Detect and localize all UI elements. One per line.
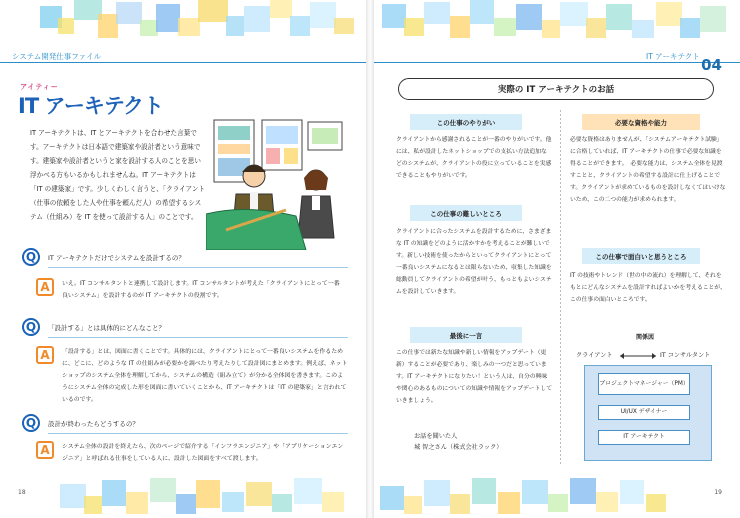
- left-page: [0, 0, 366, 518]
- section-text-rewarding: クライアントから感謝されることが一番のやりがいです。他には、私が設計したネットショップでの支払い方法追加などのシステムが、クライアントの役に立っていることを実感できることもやりがいです。: [396, 137, 552, 179]
- top-mosaic-decoration: [374, 0, 740, 44]
- question-underline: [48, 267, 348, 268]
- credit-label: お話を聞いた人: [414, 433, 458, 440]
- file-series-label: システム開発仕事ファイル: [12, 52, 102, 61]
- q-badge: Q: [22, 414, 40, 432]
- section-text-qualifications: 必要な資格はありませんが、「システムアーキテクト試験」に合格していれば、IT アーキテクトの仕事で必要な知識を得ることができます。 必要な能力は、システム全体を見渡すことと、クライアントの希望する設計に仕上げることです。クライアントが求めているものを設計しなくてはいけないため、この二つの能力が求められます。: [570, 137, 726, 203]
- header-rule: [374, 62, 740, 63]
- credit-name: 城 智之さん（株式会社ラック）: [414, 444, 503, 451]
- q-badge: Q: [22, 248, 40, 266]
- section-text-interesting: IT の技術やトレンド（世の中の流れ）を理解して、それをもとにどんなシステムを設計すればよいかを考えることが、この仕事の面白いところです。: [570, 273, 726, 303]
- bottom-mosaic-decoration: [374, 474, 740, 518]
- question-2: [22, 318, 165, 336]
- relation-item-architect: IT アーキテクト: [598, 430, 690, 445]
- section-title-difficult: この仕事の難しいところ: [410, 205, 522, 221]
- relation-title: 関係図: [636, 334, 655, 341]
- column-divider: [560, 110, 561, 466]
- answer-text: 「設計する」とは、図面に書くことです。具体的には、クライアントにとって一番良いシステムを作るために、どこに、どのような IT の仕組みが必要かを調べたり考えたりして設計図にまとめます。例えば、ネットショップのシステム全体を理解してから、システムの構造（組み立て）が分かる全体図を書きます。このようにシステム全体の完成した形を図面に書いていくことから、IT アーキテクトは「IT の建築家」と言われているのです。: [62, 349, 348, 403]
- right-page: [374, 0, 740, 518]
- book-gutter: [366, 0, 374, 518]
- section-title-last-word: 最後に一言: [410, 327, 522, 343]
- relation-item-pm: プロジェクトマネージャー（PM）: [598, 373, 690, 395]
- question-underline: [48, 433, 348, 434]
- relation-item-designer: UI/UX デザイナー: [598, 405, 690, 420]
- question-text: IT アーキテクトだけでシステムを設計するの？: [48, 253, 185, 262]
- answer-2: [36, 346, 348, 406]
- question-text: 設計が終わったらどうするの？: [48, 419, 139, 428]
- page-title: IT アーキテクト: [18, 94, 163, 118]
- answer-3: [36, 441, 348, 465]
- section-title: 実際の IT アーキテクトのお話: [398, 78, 714, 100]
- section-title-qualifications: 必要な資格や能力: [582, 114, 700, 130]
- top-mosaic-decoration: [0, 0, 366, 44]
- answer-text: システム全体の設計を終えたら、次のページで紹介する「インフラエンジニア」や「アプリケーションエンジニア」と呼ばれる仕事をしている人に、設計した図面をすべて渡します。: [62, 444, 344, 462]
- answer-1: [36, 278, 342, 302]
- header-rule: [0, 62, 366, 63]
- intro-paragraph: IT アーキテクトは、IT とアーキテクトを合わせた言葉です。アーキテクトは日本語で建築家や設計者という意味です。建築家や設計者というと家を設計する人のことを思い浮かべる方もいるかもしれませんね。IT アーキテクトは「IT の建築家」です。少しくわしく言うと、「クライアント（仕事の依頼をした人や仕事を頼んだ人）の希望するシステム（仕組み）を IT を使って設計する人」のことです。: [30, 129, 206, 221]
- section-text-difficult: クライアントに合ったシステムを設計するために、さまざまな IT の知識をどのように活かすかを考えることが難しいです。新しい技術を使ったからといってクライアントにとって一番良いシステムになるとは限らないため、収集した知識を総動員してクライアントの希望が叶う、もっともよいシステムを設計していきます。: [396, 229, 552, 295]
- question-1: [22, 248, 185, 266]
- section-title-interesting: この仕事で面白いと思うところ: [582, 248, 700, 264]
- a-badge: A: [36, 278, 54, 296]
- relation-client: クライアント: [576, 352, 613, 359]
- section-title-rewarding: この仕事のやりがい: [410, 114, 522, 130]
- architect-illustration: [206, 118, 350, 250]
- question-underline: [48, 337, 348, 338]
- relation-arrow: [618, 352, 658, 360]
- relation-consultant: IT コンサルタント: [660, 352, 711, 359]
- bottom-mosaic-decoration: [0, 474, 366, 518]
- page-number: 19: [714, 489, 722, 496]
- answer-text: いえ。IT コンサルタントと連携して設計します。IT コンサルタントが考えた「クライアントにとって一番良いシステム」を設計するのが IT アーキテクトの役割です。: [62, 281, 340, 299]
- file-name-label: IT アーキテクト: [646, 52, 700, 61]
- title-ruby: アイティー: [20, 83, 59, 91]
- question-3: [22, 414, 139, 432]
- section-text-last-word: この仕事では新たな知識や新しい情報をアップデート（更新）することが必要であり、楽しみの一つだと思っています。IT アーキテクトになりたい！という人は、自分の興味や関心のあるものについての知識や情報をアップデートしていきましょう。: [396, 350, 552, 404]
- a-badge: A: [36, 346, 54, 364]
- file-number: 04: [701, 56, 722, 74]
- q-badge: Q: [22, 318, 40, 336]
- a-badge: A: [36, 441, 54, 459]
- question-text: 「設計する」とは具体的にどんなこと？: [48, 323, 165, 332]
- page-number: 18: [18, 489, 26, 496]
